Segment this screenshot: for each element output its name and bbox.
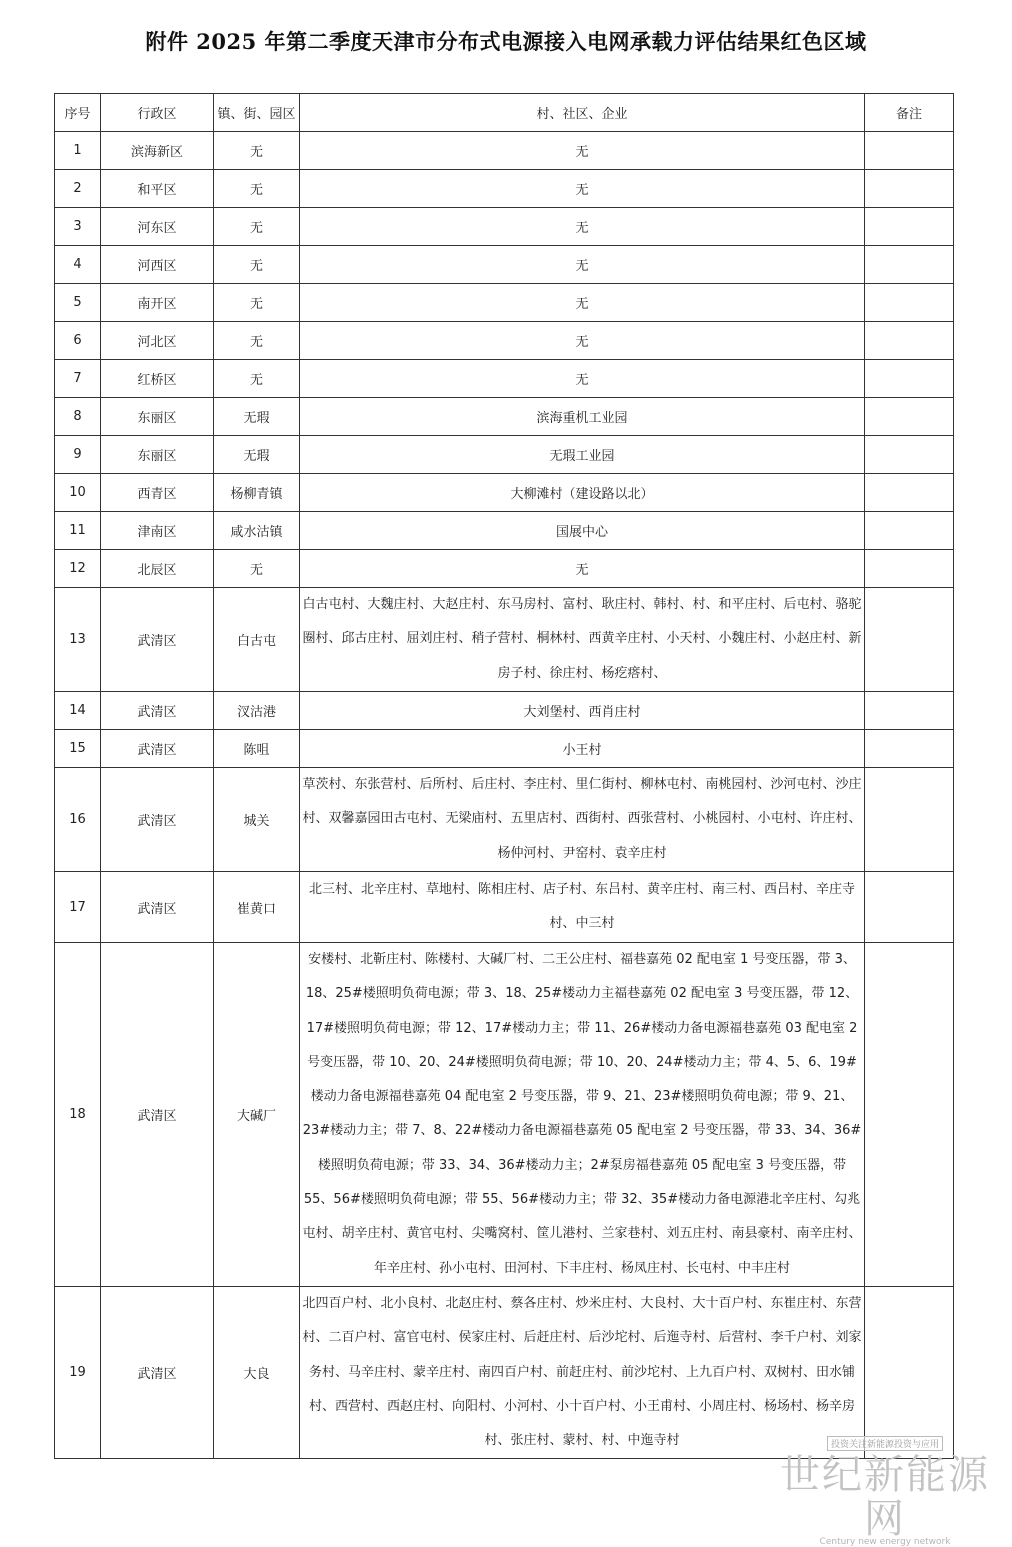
table-row bbox=[55, 474, 954, 512]
cell-district: 和平区 bbox=[101, 170, 214, 208]
cell-note bbox=[865, 692, 954, 730]
header-village: 村、社区、企业 bbox=[300, 94, 865, 132]
cell-town: 无 bbox=[214, 360, 300, 398]
cell-serial: 11 bbox=[55, 512, 101, 550]
cell-town: 大良 bbox=[214, 1286, 300, 1458]
cell-serial: 9 bbox=[55, 436, 101, 474]
cell-district: 河北区 bbox=[101, 322, 214, 360]
cell-district: 东丽区 bbox=[101, 436, 214, 474]
table-row bbox=[55, 872, 954, 943]
cell-serial: 16 bbox=[55, 768, 101, 872]
cell-serial: 10 bbox=[55, 474, 101, 512]
cell-town: 咸水沽镇 bbox=[214, 512, 300, 550]
table-row bbox=[55, 170, 954, 208]
header-district: 行政区 bbox=[101, 94, 214, 132]
cell-district: 河西区 bbox=[101, 246, 214, 284]
table-row bbox=[55, 132, 954, 170]
cell-note bbox=[865, 360, 954, 398]
cell-village: 滨海重机工业园 bbox=[300, 398, 865, 436]
cell-village: 无 bbox=[300, 360, 865, 398]
cell-note bbox=[865, 872, 954, 943]
cell-serial: 6 bbox=[55, 322, 101, 360]
table-row bbox=[55, 943, 954, 1287]
cell-village: 国展中心 bbox=[300, 512, 865, 550]
table-row bbox=[55, 692, 954, 730]
cell-serial: 13 bbox=[55, 588, 101, 692]
cell-note bbox=[865, 398, 954, 436]
cell-serial: 14 bbox=[55, 692, 101, 730]
cell-serial: 18 bbox=[55, 943, 101, 1287]
cell-village: 北四百户村、北小良村、北赵庄村、蔡各庄村、炒米庄村、大良村、大十百户村、东崔庄村、东营村、二百户村、富官屯村、侯家庄村、后赶庄村、后沙坨村、后迤寺村、后营村、李千户村、刘家务村、马辛庄村、蒙辛庄村、南四百户村、前赶庄村、前沙坨村、上九百户村、双树村、田水铺村、西营村、西赵庄村、向阳村、小河村、小十百户村、小王甫村、小周庄村、杨场村、杨辛房村、张庄村、蒙村、村、中迤寺村 bbox=[300, 1286, 865, 1458]
cell-district: 武清区 bbox=[101, 1286, 214, 1458]
cell-town: 汊沽港 bbox=[214, 692, 300, 730]
table-row bbox=[55, 360, 954, 398]
table-row bbox=[55, 550, 954, 588]
table-header-row bbox=[55, 94, 954, 132]
cell-serial: 1 bbox=[55, 132, 101, 170]
cell-serial: 17 bbox=[55, 872, 101, 943]
table-row bbox=[55, 208, 954, 246]
cell-note bbox=[865, 322, 954, 360]
table-row bbox=[55, 284, 954, 322]
cell-district: 滨海新区 bbox=[101, 132, 214, 170]
cell-town: 杨柳青镇 bbox=[214, 474, 300, 512]
table-row bbox=[55, 246, 954, 284]
cell-note bbox=[865, 170, 954, 208]
cell-serial: 15 bbox=[55, 730, 101, 768]
cell-village: 无 bbox=[300, 284, 865, 322]
header-town: 镇、街、园区 bbox=[214, 94, 300, 132]
cell-town: 崔黄口 bbox=[214, 872, 300, 943]
cell-serial: 2 bbox=[55, 170, 101, 208]
cell-town: 陈咀 bbox=[214, 730, 300, 768]
cell-note bbox=[865, 284, 954, 322]
cell-town: 大碱厂 bbox=[214, 943, 300, 1287]
cell-note bbox=[865, 588, 954, 692]
cell-town: 无瑕 bbox=[214, 398, 300, 436]
cell-district: 西青区 bbox=[101, 474, 214, 512]
cell-district: 津南区 bbox=[101, 512, 214, 550]
cell-village: 北三村、北辛庄村、草地村、陈相庄村、店子村、东吕村、黄辛庄村、南三村、西吕村、辛庄寺村、中三村 bbox=[300, 872, 865, 943]
watermark-logo-text: 世纪新能源网 bbox=[780, 1452, 990, 1542]
cell-village: 小王村 bbox=[300, 730, 865, 768]
cell-town: 无 bbox=[214, 208, 300, 246]
cell-serial: 5 bbox=[55, 284, 101, 322]
cell-town: 无 bbox=[214, 550, 300, 588]
table-row bbox=[55, 730, 954, 768]
cell-village: 无 bbox=[300, 208, 865, 246]
cell-village: 无 bbox=[300, 132, 865, 170]
cell-serial: 19 bbox=[55, 1286, 101, 1458]
cell-town: 白古屯 bbox=[214, 588, 300, 692]
watermark-english: Century new energy network bbox=[819, 1537, 951, 1547]
watermark-tagline: 投资关注新能源投资与应用 bbox=[827, 1436, 943, 1451]
document-title: 附件 2025 年第二季度天津市分布式电源接入电网承载力评估结果红色区域 bbox=[145, 29, 867, 54]
cell-district: 武清区 bbox=[101, 768, 214, 872]
cell-district: 武清区 bbox=[101, 943, 214, 1287]
cell-village: 无 bbox=[300, 170, 865, 208]
cell-district: 武清区 bbox=[101, 588, 214, 692]
cell-district: 红桥区 bbox=[101, 360, 214, 398]
cell-town: 无 bbox=[214, 132, 300, 170]
cell-village: 草茨村、东张营村、后所村、后庄村、李庄村、里仁街村、柳林屯村、南桃园村、沙河屯村、沙庄村、双馨嘉园田古屯村、无梁庙村、五里店村、西街村、西张营村、小桃园村、小屯村、许庄村、杨仲河村、尹窑村、袁辛庄村 bbox=[300, 768, 865, 872]
table-row bbox=[55, 588, 954, 692]
cell-village: 无瑕工业园 bbox=[300, 436, 865, 474]
header-serial: 序号 bbox=[55, 94, 101, 132]
cell-district: 武清区 bbox=[101, 872, 214, 943]
table-row bbox=[55, 512, 954, 550]
cell-village: 无 bbox=[300, 550, 865, 588]
table-row bbox=[55, 322, 954, 360]
cell-village: 大柳滩村（建设路以北） bbox=[300, 474, 865, 512]
cell-village: 安楼村、北靳庄村、陈楼村、大碱厂村、二王公庄村、福巷嘉苑 02 配电室 1 号变压器，带 3、18、25#楼照明负荷电源；带 3、18、25#楼动力主福巷嘉苑 02 配电室 3 号变压器，带 12、17#楼照明负荷电源；带 12、17#楼动力主；带 11、26#楼动力备电源福巷嘉苑 03 配电室 2 号变压器，带 10、20、24#楼照明负荷电源；带 10、20、24#楼动力主；带 4、5、6、19#楼动力备电源福巷嘉苑 04 配电室 2 号变压器，带 9、21、23#楼照明负荷电源；带 9、21、23#楼动力主；带 7、8、22#楼动力备电源福巷嘉苑 05 配电室 2 号变压器，带 33、34、36#楼照明负荷电源；带 33、34、36#楼动力主；2#泵房福巷嘉苑 05 配电室 3 号变压器，带 55、56#楼照明负荷电源；带 55、56#楼动力主；带 32、35#楼动力备电源港北辛庄村、勾兆屯村、胡辛庄村、黄官屯村、尖嘴窝村、筐儿港村、兰家巷村、刘五庄村、南县豪村、南辛庄村、年辛庄村、孙小屯村、田河村、下丰庄村、杨凤庄村、长屯村、中丰庄村 bbox=[300, 943, 865, 1287]
cell-note bbox=[865, 943, 954, 1287]
cell-note bbox=[865, 474, 954, 512]
cell-town: 城关 bbox=[214, 768, 300, 872]
cell-village: 无 bbox=[300, 322, 865, 360]
cell-serial: 4 bbox=[55, 246, 101, 284]
cell-note bbox=[865, 768, 954, 872]
cell-district: 东丽区 bbox=[101, 398, 214, 436]
table-row bbox=[55, 436, 954, 474]
cell-note bbox=[865, 730, 954, 768]
cell-district: 武清区 bbox=[101, 730, 214, 768]
cell-town: 无 bbox=[214, 170, 300, 208]
cell-district: 河东区 bbox=[101, 208, 214, 246]
cell-serial: 8 bbox=[55, 398, 101, 436]
cell-town: 无 bbox=[214, 246, 300, 284]
cell-note bbox=[865, 208, 954, 246]
cell-note bbox=[865, 246, 954, 284]
cell-serial: 3 bbox=[55, 208, 101, 246]
cell-village: 大刘堡村、西肖庄村 bbox=[300, 692, 865, 730]
watermark bbox=[780, 1432, 990, 1547]
cell-district: 武清区 bbox=[101, 692, 214, 730]
red-zone-table bbox=[54, 93, 954, 1459]
cell-note bbox=[865, 436, 954, 474]
cell-village: 白古屯村、大魏庄村、大赵庄村、东马房村、富村、耿庄村、韩村、村、和平庄村、后屯村、骆驼圈村、邱古庄村、屈刘庄村、稍子营村、桐林村、西黄辛庄村、小天村、小魏庄村、小赵庄村、新房子村、徐庄村、杨疙瘩村、 bbox=[300, 588, 865, 692]
cell-serial: 12 bbox=[55, 550, 101, 588]
cell-note bbox=[865, 512, 954, 550]
cell-district: 南开区 bbox=[101, 284, 214, 322]
cell-town: 无 bbox=[214, 284, 300, 322]
cell-village: 无 bbox=[300, 246, 865, 284]
cell-note bbox=[865, 132, 954, 170]
cell-serial: 7 bbox=[55, 360, 101, 398]
cell-town: 无瑕 bbox=[214, 436, 300, 474]
header-note: 备注 bbox=[865, 94, 954, 132]
cell-district: 北辰区 bbox=[101, 550, 214, 588]
table-row bbox=[55, 398, 954, 436]
table-row bbox=[55, 768, 954, 872]
cell-note bbox=[865, 550, 954, 588]
cell-town: 无 bbox=[214, 322, 300, 360]
